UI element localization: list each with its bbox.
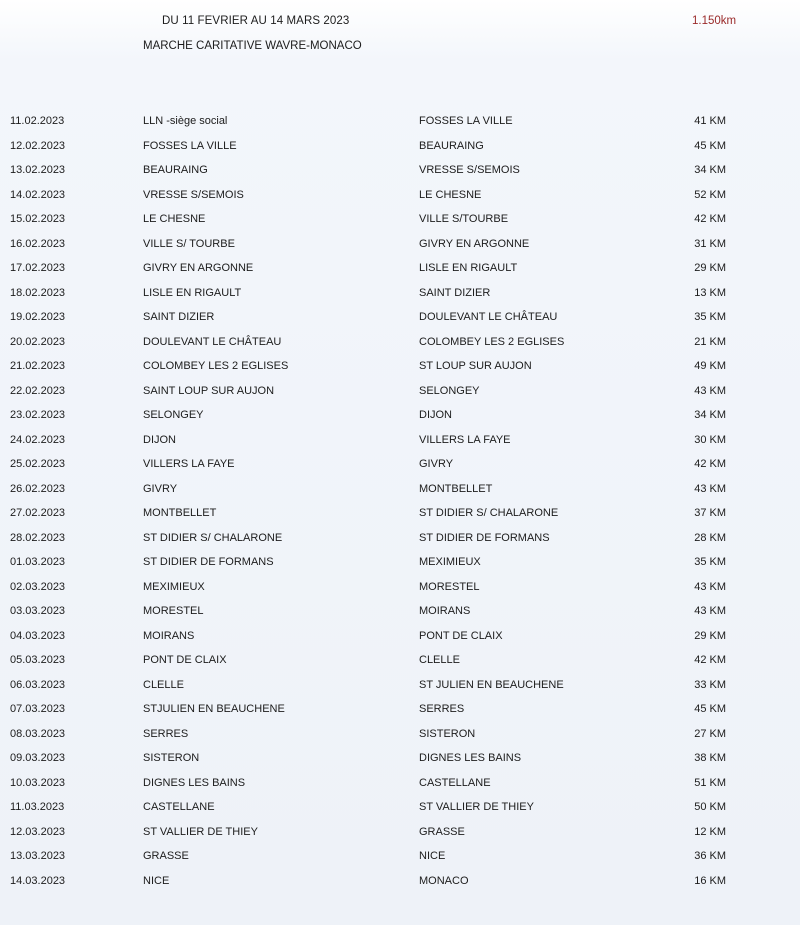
stage-distance: 37 KM bbox=[694, 507, 726, 519]
stage-row bbox=[0, 183, 800, 208]
stage-from: GIVRY EN ARGONNE bbox=[143, 262, 254, 274]
stage-to: ST DIDIER S/ CHALARONE bbox=[419, 507, 559, 519]
stage-date: 03.03.2023 bbox=[10, 605, 66, 617]
stage-to: CASTELLANE bbox=[419, 776, 491, 789]
stage-from: VILLE S/ TOURBE bbox=[143, 237, 235, 250]
stage-row bbox=[0, 256, 800, 281]
stage-from: CLELLE bbox=[143, 678, 184, 691]
event-title: MARCHE CARITATIVE WAVRE-MONACO bbox=[143, 40, 362, 52]
stage-row bbox=[0, 771, 800, 796]
stage-row bbox=[0, 134, 800, 159]
stage-date: 19.02.2023 bbox=[10, 311, 66, 323]
stage-distance: 27 KM bbox=[694, 727, 726, 740]
total-distance: 1.150km bbox=[692, 15, 737, 27]
stage-from: FOSSES LA VILLE bbox=[143, 139, 237, 152]
stage-distance: 21 KM bbox=[694, 335, 726, 348]
stage-date: 27.02.2023 bbox=[10, 507, 66, 519]
stage-row bbox=[0, 232, 800, 257]
stage-from: LE CHESNE bbox=[143, 213, 206, 225]
stage-row bbox=[0, 599, 800, 624]
stage-date: 11.02.2023 bbox=[10, 115, 65, 127]
stage-row bbox=[0, 820, 800, 845]
stage-row bbox=[0, 844, 800, 869]
stage-row bbox=[0, 673, 800, 698]
stage-date: 28.02.2023 bbox=[10, 531, 66, 544]
stage-to: GIVRY bbox=[419, 458, 454, 470]
stage-from: DIJON bbox=[143, 433, 176, 446]
stage-distance: 29 KM bbox=[694, 262, 726, 274]
stage-to: GRASSE bbox=[419, 825, 465, 838]
stage-date: 08.03.2023 bbox=[10, 727, 66, 740]
stage-row bbox=[0, 207, 800, 232]
stage-date: 10.03.2023 bbox=[10, 776, 66, 789]
stage-row bbox=[0, 109, 800, 134]
stage-distance: 42 KM bbox=[694, 458, 726, 470]
stage-row bbox=[0, 452, 800, 477]
stage-from: VRESSE S/SEMOIS bbox=[143, 188, 244, 201]
stage-to: BEAURAING bbox=[419, 139, 484, 152]
stage-from: SELONGEY bbox=[143, 409, 204, 421]
stage-from: SISTERON bbox=[143, 752, 200, 764]
stage-to: ST JULIEN EN BEAUCHENE bbox=[419, 678, 564, 691]
stage-to: PONT DE CLAIX bbox=[419, 629, 503, 642]
stage-distance: 42 KM bbox=[694, 654, 726, 666]
stage-from: NICE bbox=[143, 874, 170, 887]
stage-distance: 13 KM bbox=[694, 286, 726, 299]
stage-row bbox=[0, 575, 800, 600]
stages-table bbox=[0, 109, 800, 893]
stage-to: MOIRANS bbox=[419, 605, 471, 617]
stage-distance: 35 KM bbox=[694, 311, 726, 323]
stage-date: 13.02.2023 bbox=[10, 164, 66, 176]
stage-to: FOSSES LA VILLE bbox=[419, 115, 513, 127]
stage-from: PONT DE CLAIX bbox=[143, 654, 227, 666]
stage-to: GIVRY EN ARGONNE bbox=[419, 237, 530, 250]
stage-distance: 28 KM bbox=[694, 531, 726, 544]
stage-row bbox=[0, 158, 800, 183]
stage-row bbox=[0, 697, 800, 722]
stage-distance: 34 KM bbox=[694, 409, 726, 421]
stage-to: SERRES bbox=[419, 703, 465, 715]
stage-date: 06.03.2023 bbox=[10, 678, 66, 691]
stage-date: 14.02.2023 bbox=[10, 188, 66, 201]
stage-to: LISLE EN RIGAULT bbox=[419, 262, 518, 274]
stage-distance: 43 KM bbox=[694, 384, 726, 397]
stage-from: BEAURAING bbox=[143, 164, 208, 176]
stage-date: 26.02.2023 bbox=[10, 482, 66, 495]
stage-date: 13.03.2023 bbox=[10, 850, 66, 862]
stage-row bbox=[0, 722, 800, 747]
stage-row bbox=[0, 648, 800, 673]
stage-row bbox=[0, 526, 800, 551]
stage-date: 21.02.2023 bbox=[10, 360, 66, 372]
stage-distance: 49 KM bbox=[694, 360, 726, 372]
stage-date: 12.02.2023 bbox=[10, 139, 66, 152]
stage-row bbox=[0, 305, 800, 330]
stage-to: DIJON bbox=[419, 409, 452, 421]
stage-distance: 29 KM bbox=[694, 629, 726, 642]
stage-distance: 45 KM bbox=[694, 139, 726, 152]
stage-to: LE CHESNE bbox=[419, 188, 482, 201]
stage-to: VRESSE S/SEMOIS bbox=[419, 164, 520, 176]
stage-from: CASTELLANE bbox=[143, 801, 215, 813]
stage-to: ST LOUP SUR AUJON bbox=[419, 360, 532, 372]
stage-row bbox=[0, 428, 800, 453]
stage-distance: 16 KM bbox=[694, 874, 726, 887]
stage-date: 01.03.2023 bbox=[10, 556, 66, 568]
stage-from: SAINT DIZIER bbox=[143, 311, 215, 323]
stage-to: SAINT DIZIER bbox=[419, 286, 491, 299]
stage-date: 20.02.2023 bbox=[10, 335, 66, 348]
stage-from: VILLERS LA FAYE bbox=[143, 458, 235, 470]
stage-row bbox=[0, 624, 800, 649]
stage-distance: 31 KM bbox=[694, 237, 726, 250]
stage-row bbox=[0, 550, 800, 575]
stage-row bbox=[0, 403, 800, 428]
stage-distance: 12 KM bbox=[694, 825, 726, 838]
stage-date: 02.03.2023 bbox=[10, 580, 66, 593]
stage-row bbox=[0, 746, 800, 771]
stage-date: 22.02.2023 bbox=[10, 384, 66, 397]
stage-date: 09.03.2023 bbox=[10, 752, 66, 764]
stage-from: ST DIDIER DE FORMANS bbox=[143, 556, 274, 568]
stage-from: LLN -siège social bbox=[143, 115, 228, 127]
stage-row bbox=[0, 354, 800, 379]
stage-from: MONTBELLET bbox=[143, 507, 217, 519]
stage-distance: 41 KM bbox=[694, 115, 726, 127]
stage-date: 24.02.2023 bbox=[10, 433, 66, 446]
stage-from: MOIRANS bbox=[143, 629, 195, 642]
stage-from: COLOMBEY LES 2 EGLISES bbox=[143, 360, 289, 372]
stage-distance: 36 KM bbox=[694, 850, 726, 862]
stage-date: 14.03.2023 bbox=[10, 874, 66, 887]
stage-from: MEXIMIEUX bbox=[143, 580, 205, 593]
stage-from: GIVRY bbox=[143, 482, 178, 495]
stage-row bbox=[0, 330, 800, 355]
stage-date: 05.03.2023 bbox=[10, 654, 66, 666]
stage-date: 07.03.2023 bbox=[10, 703, 66, 715]
stage-date: 16.02.2023 bbox=[10, 237, 66, 250]
stage-distance: 35 KM bbox=[694, 556, 726, 568]
stage-to: NICE bbox=[419, 850, 446, 862]
stage-distance: 43 KM bbox=[694, 580, 726, 593]
stage-to: MONACO bbox=[419, 874, 469, 887]
stage-to: ST VALLIER DE THIEY bbox=[419, 801, 534, 813]
stage-from: STJULIEN EN BEAUCHENE bbox=[143, 703, 285, 715]
stage-row bbox=[0, 869, 800, 894]
stage-date: 25.02.2023 bbox=[10, 458, 66, 470]
stage-to: MONTBELLET bbox=[419, 482, 493, 495]
stage-to: ST DIDIER DE FORMANS bbox=[419, 531, 550, 544]
stage-to: DIGNES LES BAINS bbox=[419, 752, 522, 764]
stage-distance: 43 KM bbox=[694, 482, 726, 495]
stage-to: DOULEVANT LE CHÂTEAU bbox=[419, 311, 558, 323]
stage-date: 04.03.2023 bbox=[10, 629, 66, 642]
stage-date: 23.02.2023 bbox=[10, 409, 66, 421]
stage-distance: 45 KM bbox=[694, 703, 726, 715]
stage-date: 18.02.2023 bbox=[10, 286, 66, 299]
stage-from: SERRES bbox=[143, 727, 189, 740]
stage-from: GRASSE bbox=[143, 850, 189, 862]
stage-row bbox=[0, 501, 800, 526]
stage-to: CLELLE bbox=[419, 654, 460, 666]
stage-from: DIGNES LES BAINS bbox=[143, 776, 246, 789]
stage-date: 17.02.2023 bbox=[10, 262, 66, 274]
stage-distance: 38 KM bbox=[694, 752, 726, 764]
stage-from: ST VALLIER DE THIEY bbox=[143, 825, 258, 838]
stage-distance: 51 KM bbox=[694, 776, 726, 789]
stage-date: 11.03.2023 bbox=[10, 801, 65, 813]
stage-row bbox=[0, 379, 800, 404]
stage-row bbox=[0, 795, 800, 820]
stage-distance: 34 KM bbox=[694, 164, 726, 176]
stage-to: MEXIMIEUX bbox=[419, 556, 481, 568]
stage-distance: 52 KM bbox=[694, 188, 726, 201]
stage-date: 15.02.2023 bbox=[10, 213, 66, 225]
stage-from: LISLE EN RIGAULT bbox=[143, 286, 242, 299]
date-range-title: DU 11 FEVRIER AU 14 MARS 2023 bbox=[162, 15, 350, 27]
stage-distance: 50 KM bbox=[694, 801, 726, 813]
stage-date: 12.03.2023 bbox=[10, 825, 66, 838]
stage-to: SELONGEY bbox=[419, 384, 480, 397]
stage-row bbox=[0, 477, 800, 502]
stage-from: SAINT LOUP SUR AUJON bbox=[143, 384, 275, 397]
stage-distance: 33 KM bbox=[694, 678, 726, 691]
stage-from: MORESTEL bbox=[143, 605, 204, 617]
stage-from: DOULEVANT LE CHÂTEAU bbox=[143, 335, 282, 348]
stage-to: VILLERS LA FAYE bbox=[419, 433, 511, 446]
stage-row bbox=[0, 281, 800, 306]
stage-distance: 43 KM bbox=[694, 605, 726, 617]
stage-to: MORESTEL bbox=[419, 580, 480, 593]
stage-distance: 42 KM bbox=[694, 213, 726, 225]
stage-from: ST DIDIER S/ CHALARONE bbox=[143, 531, 283, 544]
stage-to: SISTERON bbox=[419, 727, 476, 740]
stage-to: VILLE S/TOURBE bbox=[419, 213, 509, 225]
stage-distance: 30 KM bbox=[694, 433, 726, 446]
stage-to: COLOMBEY LES 2 EGLISES bbox=[419, 335, 565, 348]
